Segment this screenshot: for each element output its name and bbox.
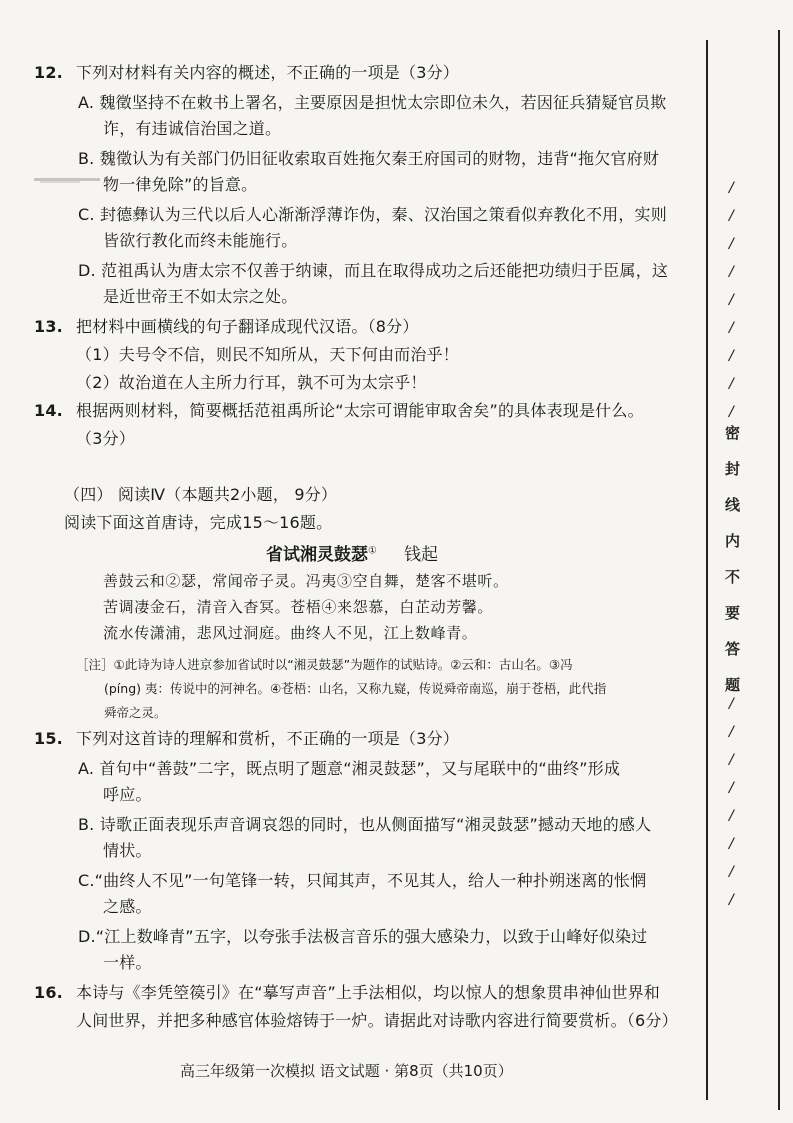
q15-option-c-line1: C.“曲终人不见”一句笔锋一转，只闻其声，不见其人，给人一种扑朔迷离的怅惘 [78, 871, 647, 890]
seal-char-2: 封 [725, 460, 741, 478]
q15-option-b-line2: 情状。 [103, 841, 152, 860]
binding-line-right [778, 30, 780, 1110]
q15-option-a-line2: 呼应。 [103, 785, 152, 804]
binding-line-left [706, 40, 708, 1100]
q12-option-d-line1: D. 范祖禹认为唐太宗不仅善于纳谏，而且在取得成功之后还能把功绩归于臣属，这 [78, 261, 669, 280]
poem-note-line2: (píng) 夷：传说中的河神名。④苍梧：山名，又称九嶷，传说舜帝南巡，崩于苍梧，此代指 [104, 681, 607, 696]
q12-stem: 下列对材料有关内容的概述，不正确的一项是（3分） [76, 63, 459, 82]
q12-option-c-line2: 皆欲行教化而终未能施行。 [103, 231, 298, 250]
page-footer: 高三年级第一次模拟 语文试题 · 第8页（共10页） [180, 1062, 513, 1080]
seal-char-6: 要 [725, 604, 741, 622]
q12-option-a-line1: A. 魏徵坚持不在敕书上署名，主要原因是担忧太宗即位未久，若因征兵猜疑官员欺 [78, 93, 667, 112]
poem-title-footnote-mark: ① [368, 545, 377, 557]
q13-item-2: （2）故治道在人主所力行耳，孰不可为太宗乎！ [76, 373, 427, 392]
q12-option-b-line1: B. 魏徵认为有关部门仍旧征收索取百姓拖欠秦王府国司的财物，违背“拖欠官府财 [78, 149, 660, 168]
poem-title [266, 540, 377, 565]
section4-instruction: 阅读下面这首唐诗，完成15～16题。 [64, 513, 333, 532]
seal-char-7: 答 [725, 640, 741, 658]
poem-title-text: 省试湘灵鼓瑟 [266, 545, 368, 565]
q12-number: 12. [34, 63, 63, 82]
poem-line-3: 流水传潇浦，悲风过洞庭。曲终人不见，江上数峰青。 [103, 624, 478, 642]
seal-char-8: 题 [725, 676, 741, 694]
q13-item-1: （1）夫号令不信，则民不知所从，天下何由而治乎！ [76, 345, 459, 364]
q14-number: 14. [34, 401, 63, 420]
q12-option-c-line1: C. 封德彝认为三代以后人心渐渐浮薄诈伪，秦、汉治国之策看似弃教化不用，实则 [78, 205, 667, 224]
poem-author: 钱起 [404, 545, 438, 565]
poem-note-line3: 舜帝之灵。 [104, 705, 167, 720]
q13-stem: 把材料中画横线的句子翻译成现代汉语。（8分） [76, 317, 419, 336]
q16-line1: 本诗与《李凭箜篌引》在“摹写声音”上手法相似，均以惊人的想象贯串神仙世界和 [76, 983, 660, 1002]
q15-option-c-line2: 之感。 [103, 897, 152, 916]
q12-option-a-line2: 诈，有违诚信治国之道。 [103, 119, 282, 138]
seal-char-3: 线 [725, 496, 741, 514]
q15-option-d-line2: 一样。 [103, 953, 152, 972]
q12-option-d-line2: 是近世帝王不如太宗之处。 [103, 287, 298, 306]
q14-score: （3分） [76, 429, 135, 448]
q16-number: 16. [34, 983, 63, 1002]
seal-char-4: 内 [725, 532, 741, 550]
q15-stem: 下列对这首诗的理解和赏析，不正确的一项是（3分） [76, 729, 459, 748]
q15-option-a-line1: A. 首句中“善鼓”二字，既点明了题意“湘灵鼓瑟”，又与尾联中的“曲终”形成 [78, 759, 621, 778]
q12-option-b-line2: 物一律免除”的旨意。 [103, 175, 258, 194]
seal-char-5: 不 [725, 568, 741, 586]
poem-line-1: 善鼓云和②瑟，常闻帝子灵。冯夷③空自舞，楚客不堪听。 [103, 572, 509, 590]
poem-note-line1: ［注］①此诗为诗人进京参加省试时以“湘灵鼓瑟”为题作的试贴诗。②云和：古山名。③冯 [76, 657, 573, 672]
scan-smudge [34, 176, 106, 184]
poem-line-2: 苦调凄金石，清音入杳冥。苍梧④来怨慕，白芷动芳馨。 [103, 598, 494, 616]
q14-stem: 根据两则材料，简要概括范祖禹所论“太宗可谓能审取舍矣”的具体表现是什么。 [76, 401, 644, 420]
section4-heading: （四） 阅读Ⅳ（本题共2小题， 9分） [64, 485, 338, 504]
q15-option-d-line1: D.“江上数峰青”五字，以夸张手法极言音乐的强大感染力，以致于山峰好似染过 [78, 927, 648, 946]
exam-page: 12. 下列对材料有关内容的概述，不正确的一项是（3分） A. 魏徵坚持不在敕书上署名，主要原因是担忧太宗即位未久，若因征兵猜疑官员欺 诈，有违诚信治国之道。 B. 魏徵认为有关部门仍旧征收索取百姓拖欠秦王府国司的财物，违背“拖欠官府财 物一律免除”的旨意。 C. 封德彝认为三代以后人心渐渐浮薄诈伪，秦、汉治国之策看似弃教化不用，实则 皆欲行教化而终未能施行。 D. 范祖禹认为唐太宗不仅善于纳谏，而且在取得成功之后还能把功绩归于臣属，这 是近世帝王不如太宗之处。 13. 把材料中画横线的句子翻译成现代汉语。（8分） （1）夫号令不信，则民不知所从，天下何由而治乎！ （2）故治道在人主所力行耳，孰不可为太宗乎！ 14. 根据两则材料，简要概括范祖禹所论“太宗可谓能审取舍矣”的具体表现是什么。 （3分） （四） 阅读Ⅳ（本题共2小题， 9分） 阅读下面这首唐诗，完成15～16题。 省试湘灵鼓瑟① 钱起 善鼓云和②瑟，常闻帝子灵。冯夷③空自舞，楚客不堪听。 苦调凄金石，清音入杳冥。苍梧④来怨慕，白芷动芳馨。 流水传潇浦，悲风过洞庭。曲终人不见，江上数峰青。 ［注］①此诗为诗人进京参加省试时以“湘灵鼓瑟”为题作的试贴诗。②云和：古山名。③冯 (píng) 夷：传说中的河神名。④苍梧：山名，又称九嶷，传说舜帝南巡，崩于苍梧，此代指 舜帝之灵。 15. 下列对这首诗的理解和赏析，不正确的一项是（3分） A. 首句中“善鼓”二字，既点明了题意“湘灵鼓瑟”，又与尾联中的“曲终”形成 呼应。 B. 诗歌正面表现乐声音调哀怨的同时，也从侧面描写“湘灵鼓瑟”撼动天地的感人 情状。 C.“曲终人不见”一句笔锋一转，只闻其声，不见其人，给人一种扑朔迷离的怅惘 之感。 D.“江上数峰青”五字，以夸张手法极言音乐的强大感染力，以致于山峰好似染过 一样。 16. 本诗与《李凭箜篌引》在“摹写声音”上手法相似，均以惊人的想象贯串神仙世界和 人间世界，并把多种感官体验熔铸于一炉。请据此对诗歌内容进行简要赏析。（6分） 高三年级第一次模拟 语文试题 · 第8页（共10页） / / / / / / / / / 密 封 线 内 不 要 答 题 / / / / / / / / [0, 0, 793, 1123]
q15-number: 15. [34, 729, 63, 748]
q13-number: 13. [34, 317, 63, 336]
seal-char-1: 密 [725, 424, 741, 442]
q15-option-b-line1: B. 诗歌正面表现乐声音调哀怨的同时，也从侧面描写“湘灵鼓瑟”撼动天地的感人 [78, 815, 652, 834]
q16-line2: 人间世界，并把多种感官体验熔铸于一炉。请据此对诗歌内容进行简要赏析。（6分） [76, 1011, 678, 1030]
